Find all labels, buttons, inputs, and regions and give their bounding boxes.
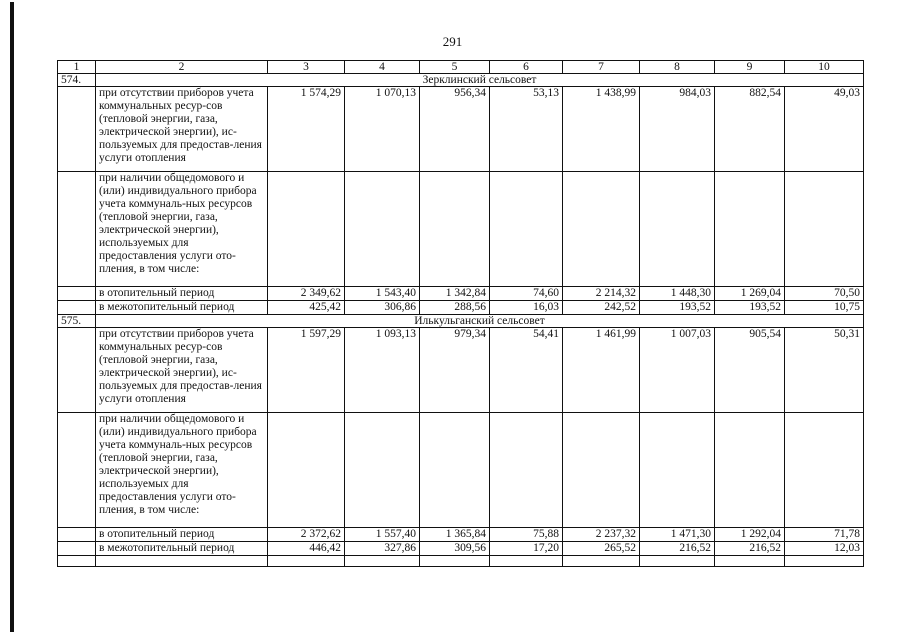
- value-cell: [490, 172, 563, 287]
- table-row: [58, 87, 864, 172]
- value-cell: 2 237,32: [563, 528, 640, 542]
- value-cell: [345, 413, 420, 528]
- row-description: в отопительный период: [96, 528, 268, 542]
- value-cell: 327,86: [345, 542, 420, 556]
- value-cell: 446,42: [268, 542, 345, 556]
- value-cell: [640, 172, 715, 287]
- value-cell: 1 574,29: [268, 87, 345, 172]
- value-cell: 70,50: [785, 287, 864, 301]
- row-index-cell: [58, 528, 96, 542]
- value-cell: 882,54: [715, 87, 785, 172]
- row-description: при наличии общедомового и (или) индивидуального прибора учета коммуналь-ных ресурсов (тепловой энергии, газа, электрической энергии), используемых для предоставления услуги ото-пления, в том числе:: [96, 413, 268, 528]
- value-cell: [785, 413, 864, 528]
- value-cell: 1 461,99: [563, 328, 640, 413]
- value-cell: 1 342,84: [420, 287, 490, 301]
- value-cell: 288,56: [420, 301, 490, 315]
- column-header: 3: [268, 61, 345, 74]
- empty-cell: [640, 556, 715, 567]
- table-row: [58, 287, 864, 301]
- value-cell: 1 093,13: [345, 328, 420, 413]
- value-cell: 265,52: [563, 542, 640, 556]
- empty-cell: [785, 556, 864, 567]
- value-cell: 2 349,62: [268, 287, 345, 301]
- table-row: [58, 328, 864, 413]
- section-title: Илькульганский сельсовет: [96, 315, 864, 328]
- value-cell: [715, 413, 785, 528]
- value-cell: 50,31: [785, 328, 864, 413]
- value-cell: [785, 172, 864, 287]
- row-index-cell: [58, 87, 96, 172]
- column-header: 5: [420, 61, 490, 74]
- column-header: 8: [640, 61, 715, 74]
- value-cell: 2 372,62: [268, 528, 345, 542]
- value-cell: 216,52: [715, 542, 785, 556]
- value-cell: 1 438,99: [563, 87, 640, 172]
- value-cell: 75,88: [490, 528, 563, 542]
- table-row: [58, 542, 864, 556]
- column-header: 2: [96, 61, 268, 74]
- value-cell: 17,20: [490, 542, 563, 556]
- value-cell: [268, 413, 345, 528]
- row-description: в межотопительный период: [96, 301, 268, 315]
- empty-cell: [715, 556, 785, 567]
- column-header: 1: [58, 61, 96, 74]
- value-cell: 10,75: [785, 301, 864, 315]
- section-title: Зерклинский сельсовет: [96, 74, 864, 87]
- row-index-cell: [58, 328, 96, 413]
- value-cell: [640, 413, 715, 528]
- row-description: в межотопительный период: [96, 542, 268, 556]
- section-index: 574.: [58, 74, 96, 87]
- column-number-row: [58, 61, 864, 74]
- value-cell: 1 597,29: [268, 328, 345, 413]
- column-header: 6: [490, 61, 563, 74]
- value-cell: [345, 172, 420, 287]
- page-number: 291: [442, 34, 463, 49]
- value-cell: 71,78: [785, 528, 864, 542]
- row-description: при отсутствии приборов учета коммунальных ресур-сов (тепловой энергии, газа, электрической энергии), ис-пользуемых для предостав-ления услуги отопления: [96, 328, 268, 413]
- value-cell: 1 007,03: [640, 328, 715, 413]
- empty-cell: [563, 556, 640, 567]
- value-cell: [490, 413, 563, 528]
- value-cell: 1 365,84: [420, 528, 490, 542]
- empty-cell: [96, 556, 268, 567]
- table-row: [58, 528, 864, 542]
- value-cell: 1 269,04: [715, 287, 785, 301]
- value-cell: 2 214,32: [563, 287, 640, 301]
- value-cell: 979,34: [420, 328, 490, 413]
- row-index-cell: [58, 301, 96, 315]
- value-cell: 74,60: [490, 287, 563, 301]
- table-body: [58, 74, 864, 567]
- value-cell: [563, 413, 640, 528]
- value-cell: [420, 413, 490, 528]
- column-header: 10: [785, 61, 864, 74]
- row-description: при наличии общедомового и (или) индивидуального прибора учета коммуналь-ных ресурсов (тепловой энергии, газа, электрической энергии), используемых для предоставления услуги ото-пления, в том числе:: [96, 172, 268, 287]
- value-cell: 1 471,30: [640, 528, 715, 542]
- empty-cell: [420, 556, 490, 567]
- value-cell: 1 070,13: [345, 87, 420, 172]
- value-cell: 54,41: [490, 328, 563, 413]
- row-index-cell: [58, 172, 96, 287]
- value-cell: 425,42: [268, 301, 345, 315]
- value-cell: 905,54: [715, 328, 785, 413]
- value-cell: [715, 172, 785, 287]
- value-cell: [563, 172, 640, 287]
- empty-cell: [58, 556, 96, 567]
- tariff-table: [57, 60, 864, 567]
- value-cell: 193,52: [715, 301, 785, 315]
- empty-cell: [490, 556, 563, 567]
- column-header: 9: [715, 61, 785, 74]
- empty-cell: [268, 556, 345, 567]
- value-cell: 12,03: [785, 542, 864, 556]
- value-cell: 309,56: [420, 542, 490, 556]
- value-cell: [268, 172, 345, 287]
- value-cell: 49,03: [785, 87, 864, 172]
- row-description: при отсутствии приборов учета коммунальных ресур-сов (тепловой энергии, газа, электрической энергии), ис-пользуемых для предостав-ления услуги отопления: [96, 87, 268, 172]
- row-index-cell: [58, 413, 96, 528]
- column-header: 7: [563, 61, 640, 74]
- value-cell: 242,52: [563, 301, 640, 315]
- value-cell: 193,52: [640, 301, 715, 315]
- value-cell: 16,03: [490, 301, 563, 315]
- value-cell: [420, 172, 490, 287]
- section-index: 575.: [58, 315, 96, 328]
- table-row: [58, 172, 864, 287]
- row-index-cell: [58, 287, 96, 301]
- row-description: в отопительный период: [96, 287, 268, 301]
- section-header-row: [58, 74, 864, 87]
- value-cell: 1 292,04: [715, 528, 785, 542]
- value-cell: 53,13: [490, 87, 563, 172]
- value-cell: 216,52: [640, 542, 715, 556]
- section-header-row: [58, 315, 864, 328]
- row-index-cell: [58, 542, 96, 556]
- value-cell: 306,86: [345, 301, 420, 315]
- table-tail-row: [58, 556, 864, 567]
- binding-bar: [10, 2, 14, 632]
- value-cell: 1 543,40: [345, 287, 420, 301]
- value-cell: 956,34: [420, 87, 490, 172]
- value-cell: 984,03: [640, 87, 715, 172]
- value-cell: 1 448,30: [640, 287, 715, 301]
- value-cell: 1 557,40: [345, 528, 420, 542]
- table-row: [58, 301, 864, 315]
- table-row: [58, 413, 864, 528]
- column-header: 4: [345, 61, 420, 74]
- empty-cell: [345, 556, 420, 567]
